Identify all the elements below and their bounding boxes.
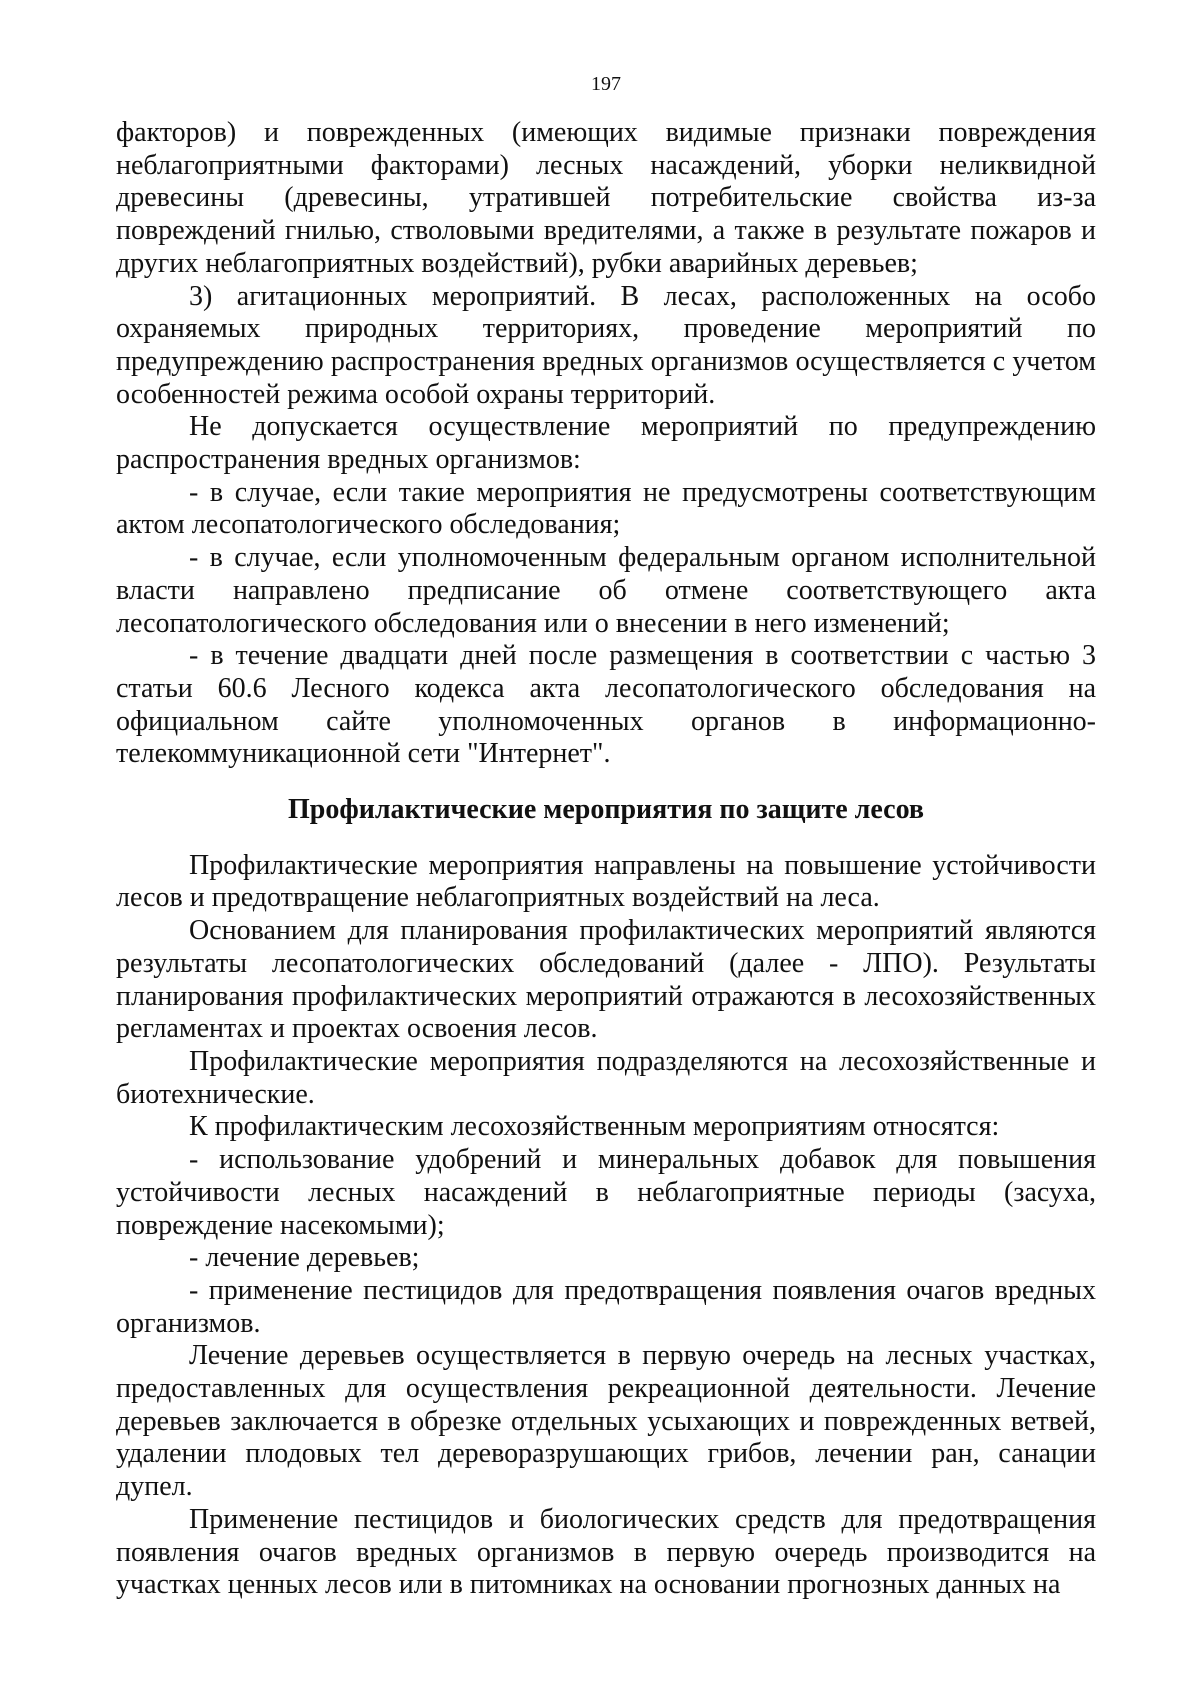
list-item-fertilizers: - использование удобрений и минеральных добавок для повышения устойчивости лесных насаждений в неблагоприятные периоды (засуха, повреждение насекомыми); bbox=[116, 1144, 1096, 1241]
paragraph-not-allowed: Не допускается осуществление мероприятий по предупреждению распространения вредных организмов: bbox=[116, 411, 1096, 476]
section-heading: Профилактические мероприятия по защите лесов bbox=[287, 794, 925, 826]
list-item-twenty-days: - в течение двадцати дней после размещения в соответствии с частью 3 статьи 60.6 Лесного кодекса акта лесопатологического обследования на официальном сайте уполномоченных органов в информационно-телекоммуникационной сети "Интернет". bbox=[116, 640, 1096, 770]
paragraph-measure-types: Профилактические мероприятия подразделяются на лесохозяйственные и биотехнические. bbox=[116, 1045, 1096, 1110]
paragraph-continuation: факторов) и поврежденных (имеющих видимые признаки повреждения неблагоприятными факторами) лесных насаждений, уборки неликвидной древесины (древесины, утратившей потребительские свойства из-за повреждений гнилью, стволовыми вредителями, а также в результате пожаров и других неблагоприятных воздействий), рубки аварийных деревьев; bbox=[116, 117, 1096, 279]
paragraph-prevention-purpose: Профилактические мероприятия направлены на повышение устойчивости лесов и предотвращение неблагоприятных воздействий на леса. bbox=[116, 849, 1096, 914]
list-item-order-issued: - в случае, если уполномоченным федеральным органом исполнительной власти направлено предписание об отмене соответствующего акта лесопатологического обследования или о внесении в него изменений; bbox=[116, 542, 1096, 639]
list-item-pesticides: - применение пестицидов для предотвращения появления очагов вредных организмов. bbox=[116, 1274, 1096, 1339]
paragraph-forestry-measures-intro: К профилактическим лесохозяйственным мероприятиям относятся: bbox=[189, 1111, 1000, 1143]
page-body bbox=[116, 117, 1096, 1602]
list-item-tree-treatment: - лечение деревьев; bbox=[189, 1242, 420, 1274]
list-item-not-provided: - в случае, если такие мероприятия не предусмотрены соответствующим актом лесопатологического обследования; bbox=[116, 476, 1096, 541]
paragraph-agitation-measures: 3) агитационных мероприятий. В лесах, расположенных на особо охраняемых природных территориях, проведение мероприятий по предупреждению распространения вредных организмов осуществляется с учетом особенностей режима особой охраны территорий. bbox=[116, 280, 1096, 410]
paragraph-tree-treatment: Лечение деревьев осуществляется в первую очередь на лесных участках, предоставленных для осуществления рекреационной деятельности. Лечение деревьев заключается в обрезке отдельных усыхающих и поврежденных ветвей, удалении плодовых тел дереворазрушающих грибов, лечении ран, санации дупел. bbox=[116, 1340, 1096, 1503]
page-number: 197 bbox=[591, 73, 621, 95]
paragraph-pesticide-application: Применение пестицидов и биологических средств для предотвращения появления очагов вредных организмов в первую очередь производится на участках ценных лесов или в питомниках на основании прогнозных данных на bbox=[116, 1503, 1096, 1601]
paragraph-planning-basis: Основанием для планирования профилактических мероприятий являются результаты лесопатологических обследований (далее - ЛПО). Результаты планирования профилактических мероприятий отражаются в лесохозяйственных регламентах и проектах освоения лесов. bbox=[116, 915, 1096, 1045]
